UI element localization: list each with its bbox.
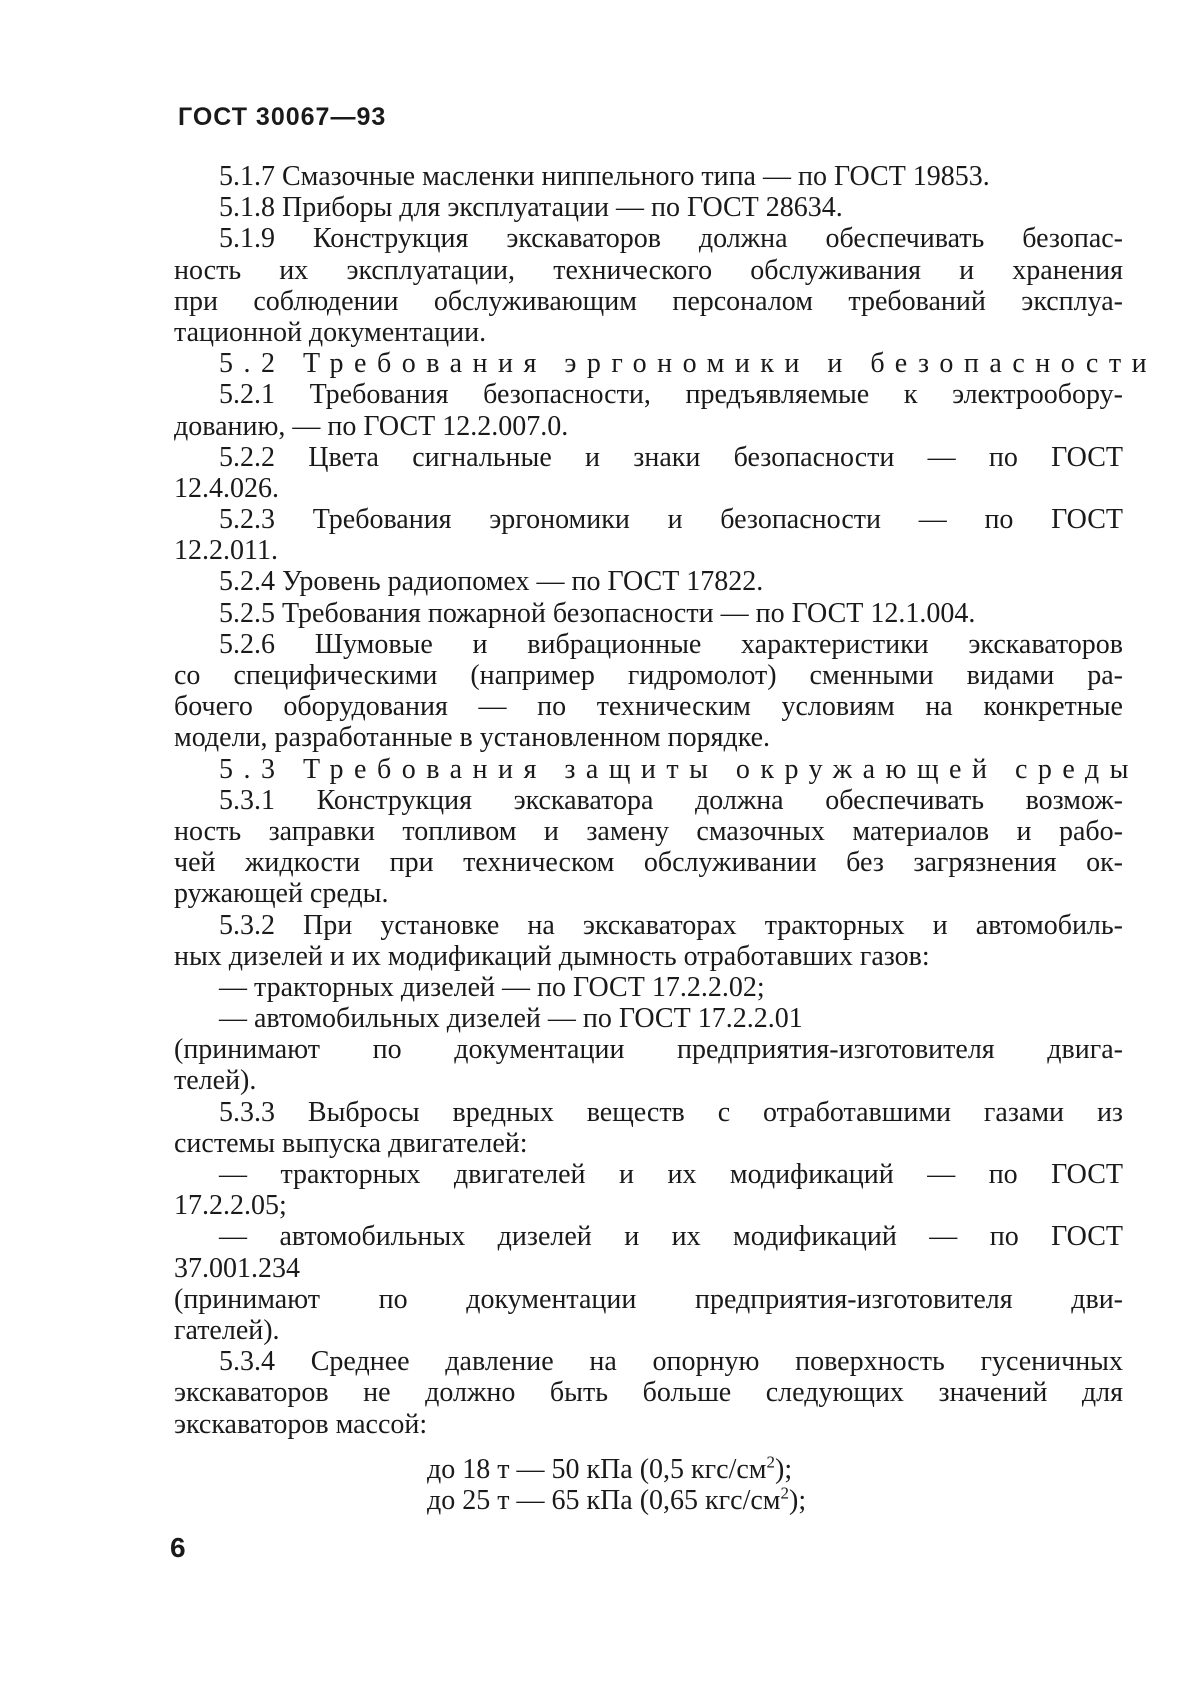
text-line: 5.1.9 Конструкция экскаваторов должна обеспечивать безопас- (219, 223, 1123, 255)
text-line: со специфическими (например гидромолот) сменными видами ра- (174, 660, 1123, 691)
text-line: 5.1.8 Приборы для эксплуатации — по ГОСТ 28634. (219, 192, 843, 224)
text-line: 17.2.2.05; (174, 1190, 287, 1222)
text-line: 5.2.4 Уровень радиопомех — по ГОСТ 17822. (219, 566, 764, 598)
text-line: 5.3.3 Выбросы вредных веществ с отработавшими газами из (219, 1096, 1123, 1128)
text-line: ность их эксплуатации, технического обслуживания и хранения (174, 254, 1123, 286)
list-item: — тракторных дизелей — по ГОСТ 17.2.2.02; (219, 971, 765, 1003)
list-item: — автомобильных дизелей и их модификаций — по ГОСТ (219, 1221, 1123, 1253)
text-line: (принимают по документации предприятия-изготовителя двига- (174, 1034, 1123, 1066)
text-line: модели, разработанные в установленном порядке. (174, 722, 771, 754)
text-line: экскаваторов не должно быть больше следующих значений для (174, 1377, 1123, 1409)
list-item: — автомобильных дизелей — по ГОСТ 17.2.2.01 (219, 1003, 803, 1035)
section-heading: 5.2 Требования эргономики и безопасности (219, 348, 1158, 380)
text-line: дованию, — по ГОСТ 12.2.007.0. (174, 410, 569, 442)
text-line: ружающей среды. (174, 878, 389, 910)
text-line: 5.2.2 Цвета сигнальные и знаки безопасности — по ГОСТ (219, 441, 1123, 473)
text-line: 5.2.5 Требования пожарной безопасности — по ГОСТ 12.1.004. (219, 597, 976, 629)
text-line: 5.3.1 Конструкция экскаватора должна обеспечивать возмож- (219, 784, 1123, 816)
text-line: тационной документации. (174, 316, 487, 348)
text-line: 5.2.3 Требования эргономики и безопасности — по ГОСТ (219, 504, 1123, 536)
text-line: бочего оборудования — по техническим условиям на конкретные (174, 691, 1123, 723)
formula-closing: ); (775, 1453, 793, 1485)
formula-closing: ); (789, 1484, 807, 1516)
text-line: при соблюдении обслуживающим персоналом требований эксплуа- (174, 285, 1123, 317)
text-line: ность заправки топливом и замену смазочных материалов и рабо- (174, 815, 1123, 847)
text-line: гателей). (174, 1314, 280, 1346)
list-item: — тракторных двигателей и их модификаций — по ГОСТ (219, 1159, 1123, 1190)
document-header: ГОСТ 30067—93 (178, 103, 387, 131)
formula-superscript: 2 (766, 1452, 775, 1472)
text-line: системы выпуска двигателей: (174, 1127, 528, 1159)
formula-superscript: 2 (780, 1483, 789, 1503)
document-body (174, 161, 1158, 1516)
text-line: телей). (174, 1065, 257, 1097)
text-line: (принимают по документации предприятия-изготовителя дви- (174, 1283, 1123, 1315)
section-heading: 5.3 Требования защиты окружающей среды (219, 753, 1139, 785)
text-line: 12.4.026. (174, 472, 279, 504)
text-line: 37.001.234 (174, 1252, 300, 1284)
text-line: чей жидкости при техническом обслуживании без загрязнения ок- (174, 847, 1123, 879)
formula-text: до 25 т — 65 кПа (0,65 кгс/см (427, 1484, 781, 1516)
text-line: 5.2.6 Шумовые и вибрационные характеристики экскаваторов (219, 628, 1123, 660)
text-line: 12.2.011. (174, 535, 278, 567)
formula-text: до 18 т — 50 кПа (0,5 кгс/см (427, 1453, 767, 1485)
text-line: экскаваторов массой: (174, 1408, 428, 1440)
text-line: ных дизелей и их модификаций дымность отработавших газов: (174, 940, 930, 972)
formula-line (174, 1454, 1123, 1485)
page-number: 6 (170, 1532, 186, 1563)
text-line: 5.3.2 При установке на экскаваторах тракторных и автомобиль- (219, 909, 1123, 941)
text-line: 5.3.4 Среднее давление на опорную поверхность гусеничных (219, 1346, 1123, 1378)
text-line: 5.1.7 Смазочные масленки ниппельного типа — по ГОСТ 19853. (219, 161, 990, 192)
formula-line (174, 1485, 1123, 1516)
text-line: 5.2.1 Требования безопасности, предъявляемые к электрообору- (219, 379, 1123, 411)
